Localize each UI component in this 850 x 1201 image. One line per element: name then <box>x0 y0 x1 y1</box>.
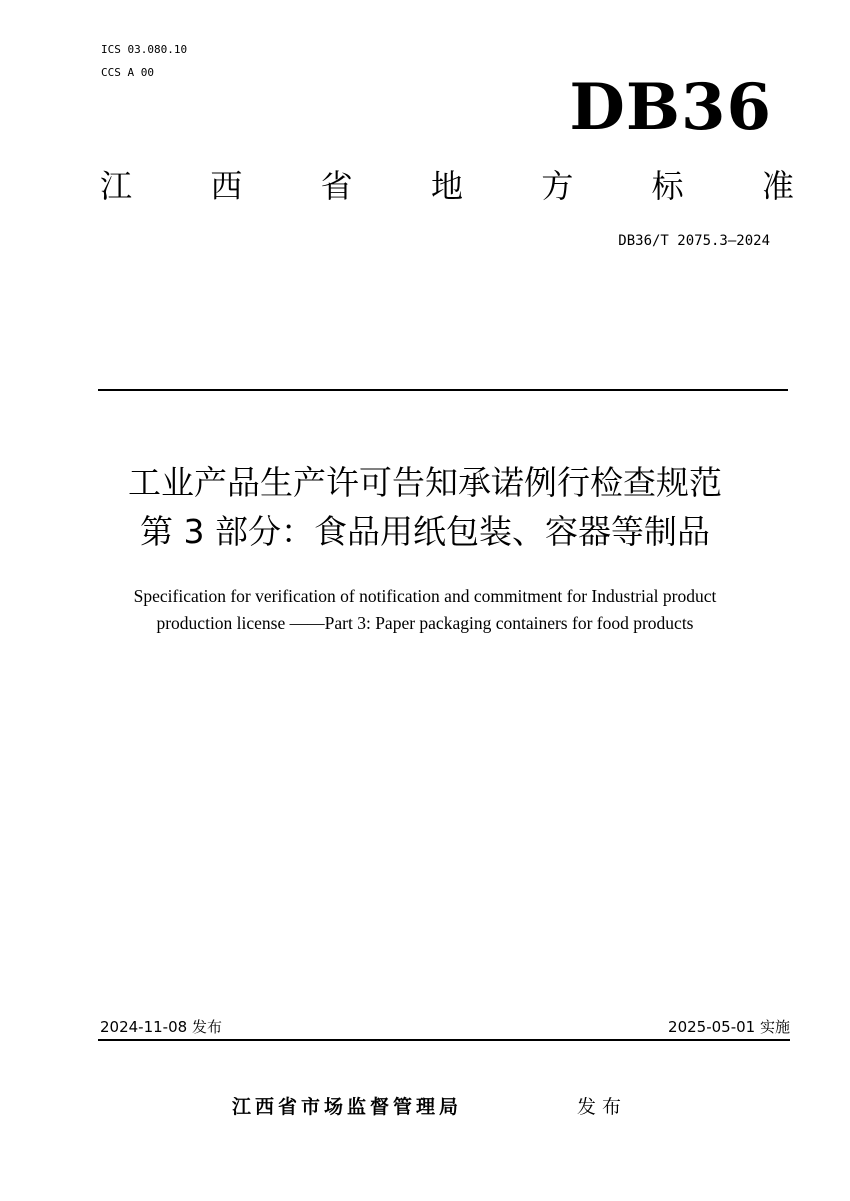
standard-type-char: 西 <box>210 167 243 205</box>
standard-logo: DB36 <box>569 70 772 145</box>
standard-type-char: 标 <box>651 167 684 205</box>
publisher-name: 江西省市场监督管理局 <box>232 1096 463 1118</box>
top-divider <box>98 389 788 391</box>
implementation-date: 2025-05-01 实施 <box>668 1018 790 1036</box>
standard-type-char: 省 <box>320 167 353 205</box>
ccs-code: CCS A 00 <box>101 66 154 79</box>
english-title-line-2: production license ——Part 3: Paper packaging containers for food products <box>156 613 694 633</box>
standard-type-heading <box>100 166 794 206</box>
publish-label: 发布 <box>577 1096 628 1118</box>
standard-type-char: 江 <box>100 167 133 205</box>
chinese-title-line-1: 工业产品生产许可告知承诺例行检查规范 <box>128 463 722 502</box>
standard-type-char: 地 <box>430 167 463 205</box>
english-title-line-1: Specification for verification of notification and commitment for Industrial product <box>133 586 717 606</box>
standard-type-char: 方 <box>541 167 574 205</box>
standard-number: DB36/T 2075.3—2024 <box>618 233 770 249</box>
standard-type-char: 准 <box>761 167 794 205</box>
ics-code: ICS 03.080.10 <box>101 43 188 56</box>
publish-date: 2024-11-08 发布 <box>100 1018 222 1036</box>
chinese-title-line-2: 第 3 部分：食品用纸包装、容器等制品 <box>140 512 710 551</box>
bottom-divider <box>98 1039 790 1041</box>
